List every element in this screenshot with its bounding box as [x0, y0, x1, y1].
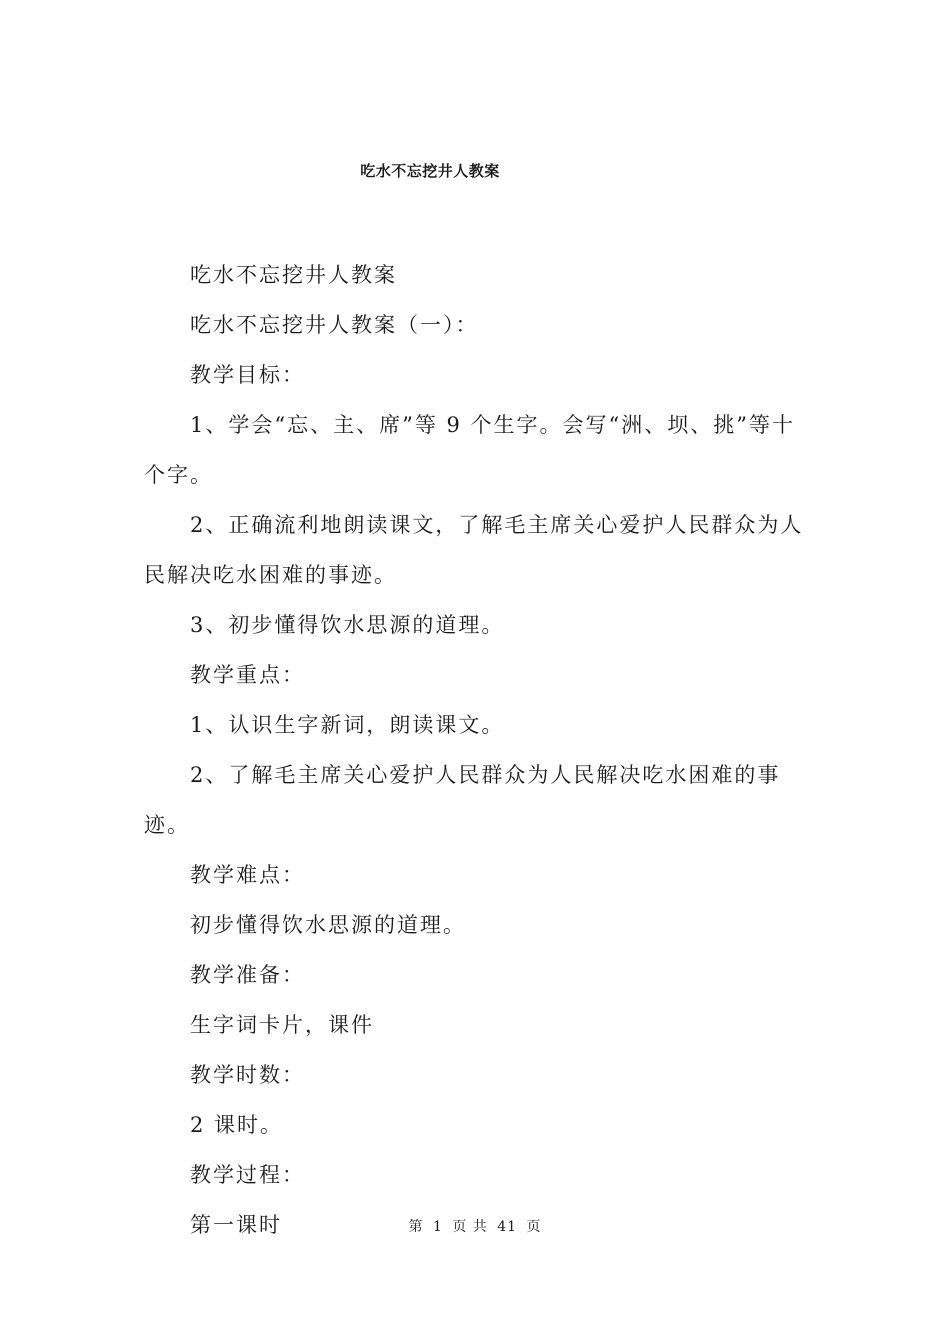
- paragraph: 2、正确流利地朗读课文，了解毛主席关心爱护人民群众为人民解决吃水困难的事迹。: [144, 513, 804, 587]
- paragraph: 2、了解毛主席关心爱护人民群众为人民解决吃水困难的事迹。: [144, 763, 781, 837]
- footer-total-pages: 41: [497, 1219, 518, 1235]
- paragraph: 3、初步懂得饮水思源的道理。: [190, 613, 505, 637]
- paragraph: 吃水不忘挖井人教案: [190, 263, 397, 287]
- paragraph: 初步懂得饮水思源的道理。: [190, 913, 466, 937]
- paragraph: 生字词卡片，课件: [190, 1013, 374, 1037]
- paragraph: 1、学会“忘、主、席”等 9 个生字。会写“洲、坝、挑”等十个字。: [144, 413, 796, 487]
- paragraph: 教学准备：: [190, 963, 305, 987]
- paragraph: 第一课时: [190, 1213, 282, 1237]
- paragraph: 教学时数：: [190, 1063, 305, 1087]
- document-title: 吃水不忘挖井人教案: [360, 162, 500, 180]
- footer-suffix: 页: [526, 1219, 542, 1235]
- document-body: [144, 250, 812, 1250]
- paragraph: 教学重点：: [190, 663, 305, 687]
- paragraph: 1、认识生字新词，朗读课文。: [190, 713, 505, 737]
- paragraph: 吃水不忘挖井人教案（一）：: [190, 313, 479, 337]
- page-footer: [0, 1216, 950, 1236]
- footer-middle: 页 共: [452, 1219, 488, 1235]
- paragraph: 教学难点：: [190, 863, 305, 887]
- paragraph: 2 课时。: [190, 1113, 284, 1137]
- paragraph: 教学过程：: [190, 1163, 305, 1187]
- footer-current-page: 1: [432, 1219, 443, 1235]
- paragraph: 教学目标：: [190, 363, 305, 387]
- footer-prefix: 第: [408, 1219, 424, 1235]
